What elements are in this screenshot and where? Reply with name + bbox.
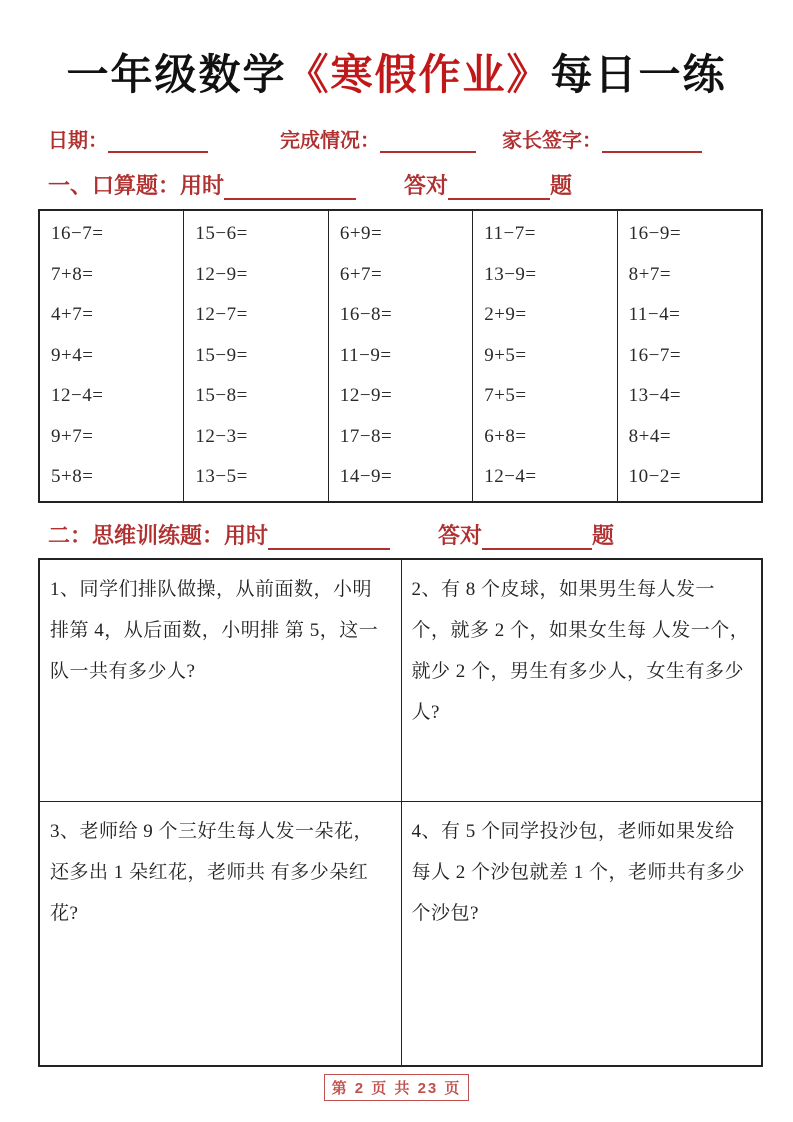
math-problem: 11−7= bbox=[484, 223, 536, 245]
oral-column-4 bbox=[473, 211, 617, 501]
section2-heading bbox=[48, 519, 793, 550]
math-problem: 9+7= bbox=[51, 425, 94, 447]
math-problem: 12−9= bbox=[339, 385, 393, 407]
math-problem: 17−8= bbox=[339, 425, 393, 447]
completion-label: 完成情况： bbox=[280, 130, 380, 152]
footer bbox=[0, 1074, 793, 1101]
word-problems-table bbox=[38, 558, 763, 1067]
math-problem: 7+8= bbox=[51, 263, 94, 285]
math-problem: 14−9= bbox=[339, 466, 393, 488]
title-part-book: 《寒假作业》 bbox=[286, 53, 551, 99]
page-number-badge: 第 2 页 共 23 页 bbox=[324, 1074, 470, 1101]
math-problem: 11−4= bbox=[628, 304, 681, 326]
math-problem: 13−4= bbox=[628, 385, 682, 407]
section1-heading bbox=[48, 169, 793, 200]
word-problem-1: 1、同学们排队做操，从前面数，小明排第 4，从后面数，小明排 第 5，这一队一共有多少人? bbox=[50, 578, 379, 682]
math-problem: 12−7= bbox=[195, 304, 248, 326]
math-problem: 6+9= bbox=[339, 223, 383, 245]
section1-suffix: 题 bbox=[550, 173, 573, 198]
word-problem-4: 4、有 5 个同学投沙包，老师如果发给每人 2 个沙包就差 1 个，老师共有多少个沙包? bbox=[401, 801, 762, 1065]
info-row bbox=[48, 124, 793, 153]
math-problem: 6+7= bbox=[339, 263, 383, 285]
word-problem-2: 2、有 8 个皮球，如果男生每人发一个，就多 2 个，如果女生每 人发一个，就少 2 个，男生有多少人，女生有多少人? bbox=[401, 560, 762, 801]
math-problem: 12−3= bbox=[195, 425, 248, 447]
oral-column-5 bbox=[618, 211, 761, 501]
math-problem: 16−9= bbox=[628, 223, 682, 245]
oral-column-1 bbox=[40, 211, 184, 501]
math-problem: 7+5= bbox=[484, 385, 527, 407]
completion-blank bbox=[380, 131, 476, 153]
section1-correct-blank bbox=[448, 176, 550, 200]
math-problem: 9+4= bbox=[51, 344, 94, 366]
math-problem: 16−7= bbox=[628, 344, 682, 366]
title-part-grade: 一年级数学 bbox=[66, 53, 287, 99]
section1-time-blank bbox=[224, 176, 356, 200]
section2-time-blank bbox=[268, 526, 390, 550]
oral-column-3 bbox=[329, 211, 473, 501]
math-problem: 5+8= bbox=[51, 466, 94, 488]
section2-label: 二：思维训练题：用时 bbox=[48, 522, 269, 548]
title-part-daily: 每日一练 bbox=[550, 53, 727, 99]
math-problem: 13−9= bbox=[484, 263, 537, 285]
oral-problems-table bbox=[38, 209, 763, 503]
math-problem: 16−8= bbox=[339, 304, 393, 326]
math-problem: 12−4= bbox=[51, 385, 104, 407]
math-problem: 15−8= bbox=[195, 385, 248, 407]
math-problem: 8+4= bbox=[628, 425, 672, 447]
date-blank bbox=[108, 131, 208, 153]
section2-suffix: 题 bbox=[592, 522, 615, 548]
math-problem: 6+8= bbox=[484, 425, 527, 447]
worksheet-title bbox=[0, 0, 793, 102]
signature-blank bbox=[602, 131, 702, 153]
math-problem: 2+9= bbox=[484, 304, 527, 326]
math-problem: 15−6= bbox=[195, 223, 248, 245]
math-problem: 11−9= bbox=[339, 344, 392, 366]
math-problem: 15−9= bbox=[195, 344, 248, 366]
word-problem-3: 3、老师给 9 个三好生每人发一朵花，还多出 1 朵红花，老师共 有多少朵红花? bbox=[40, 801, 401, 1065]
section2-correct-blank bbox=[482, 526, 592, 550]
oral-column-2 bbox=[184, 211, 328, 501]
section1-label: 一、口算题：用时 bbox=[48, 173, 225, 198]
date-label: 日期： bbox=[48, 130, 108, 152]
math-problem: 13−5= bbox=[195, 466, 248, 488]
section2-correct-label: 答对 bbox=[438, 522, 483, 548]
math-problem: 9+5= bbox=[484, 344, 527, 366]
math-problem: 12−9= bbox=[195, 263, 248, 285]
section1-correct-label: 答对 bbox=[404, 173, 449, 198]
math-problem: 12−4= bbox=[484, 466, 537, 488]
math-problem: 8+7= bbox=[628, 263, 672, 285]
math-problem: 4+7= bbox=[51, 304, 94, 326]
math-problem: 10−2= bbox=[628, 466, 682, 488]
signature-label: 家长签字： bbox=[502, 130, 602, 152]
math-problem: 16−7= bbox=[51, 223, 104, 245]
